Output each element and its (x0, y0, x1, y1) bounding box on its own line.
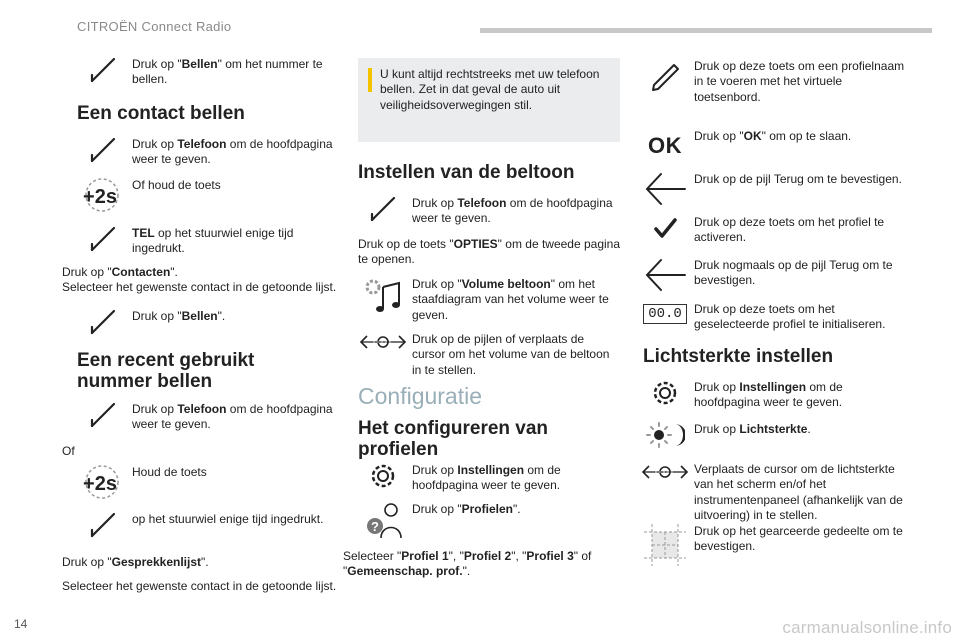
heading-beltoon: Instellen van de beltoon (358, 162, 575, 183)
back-arrow-icon (643, 256, 687, 294)
pencil-icon (88, 400, 118, 430)
paragraph-selecteer-profiel: Selecteer "Profiel 1", "Profiel 2", "Profiel 3" of "Gemeenschap. prof.". (343, 549, 592, 579)
hold-2s-icon (76, 463, 124, 501)
step-terug-2: Druk nogmaals op de pijl Terug om te bevestigen. (640, 256, 910, 300)
hatched-area-icon (642, 522, 688, 568)
gear-icon (368, 461, 398, 491)
step-houd-toets-1: +2s Of houd de toets (72, 176, 340, 220)
step-pijlen-cursor: Druk op de pijlen of verplaats de cursor om het volume van de beltoon in te stellen. (358, 330, 620, 378)
step-initialiseren: 00.0 Druk op deze toets om het geselecteerde profiel te initialiseren. (640, 300, 910, 344)
step-terug-1: Druk op de pijl Terug om te bevestigen. (640, 170, 910, 214)
step-bellen-2: Druk op "Bellen". (78, 307, 340, 351)
pencil-icon (88, 307, 118, 337)
heading-profielen: Het configureren van profielen (358, 418, 549, 461)
header-bar (480, 28, 932, 33)
heading-lichtsterkte: Lichtsterkte instellen (643, 346, 834, 367)
step-telefoon-3: Druk op Telefoon om de hoofdpagina weer te geven. (358, 194, 620, 238)
step-telefoon-1: Druk op Telefoon om de hoofdpagina weer te geven. (78, 135, 340, 179)
slider-arrows-icon (359, 330, 407, 354)
ok-glyph: OK (648, 133, 682, 158)
step-cursor-lichtsterkte: Verplaats de cursor om de lichtsterkte van het scherm en/of het instrumentenpaneel (afhankelijk van de uitvoering) in te stellen. (640, 460, 910, 523)
header-title: CITROËN Connect Radio (77, 19, 232, 34)
step-bellen: Druk op "Bellen" om het nummer te bellen. (78, 55, 340, 99)
step-tel: TEL op het stuurwiel enige tijd ingedrukt. (78, 224, 340, 268)
heading-recent-nummer: Een recent gebruikt nummer bellen (77, 350, 255, 393)
step-telefoon-2: Druk op Telefoon om de hoofdpagina weer te geven. (78, 400, 340, 444)
step-stuurwiel: op het stuurwiel enige tijd ingedrukt. (78, 510, 340, 554)
pencil-icon (88, 55, 118, 85)
svg-text:+2s: +2s (83, 186, 117, 208)
step-lichtsterkte: Druk op Lichtsterkte. (640, 420, 910, 464)
step-instellingen-1: Druk op Instellingen om de hoofdpagina weer te geven. (358, 461, 620, 505)
pencil-icon (648, 57, 682, 91)
info-box (358, 58, 620, 142)
gear-icon (650, 378, 680, 408)
slider-arrows-icon (641, 460, 689, 484)
pencil-icon (368, 194, 398, 224)
heading-configuratie: Configuratie (358, 383, 483, 409)
profile-question-icon (361, 500, 405, 542)
page-number: 14 (14, 617, 28, 631)
paragraph-gesprekkenlijst: Druk op "Gesprekkenlijst". (62, 555, 209, 569)
reset-glyph: 00.0 (643, 304, 687, 324)
heading-contact-bellen: Een contact bellen (77, 103, 245, 124)
step-houd-toets-2: +2s Houd de toets (72, 463, 340, 507)
volume-note-icon (361, 275, 405, 315)
step-instellingen-2: Druk op Instellingen om de hoofdpagina weer te geven. (640, 378, 910, 422)
svg-text:+2s: +2s (83, 473, 117, 495)
info-text: U kunt altijd rechtstreeks met uw telefoon bellen. Zet in dat geval de auto uit veiligheidsoverwegingen stil. (380, 67, 600, 112)
step-ok: OK Druk op "OK" om op te slaan. (648, 129, 852, 158)
pencil-icon (88, 224, 118, 254)
pencil-icon (88, 135, 118, 165)
hold-2s-icon (76, 176, 124, 214)
paragraph-opties: Druk op de toets "OPTIES" om de tweede pagina te openen. (358, 237, 621, 267)
step-profielen: ? Druk op "Profielen". (358, 500, 620, 544)
info-accent-bar (368, 68, 372, 92)
svg-text:?: ? (371, 519, 379, 534)
paragraph-contacten: Druk op "Contacten". Selecteer het gewenste contact in de getoonde lijst. (62, 265, 337, 295)
back-arrow-icon (643, 170, 687, 208)
checkmark-icon (650, 213, 680, 243)
step-profielnaam: Druk op deze toets om een profielnaam in te voeren met het virtuele toetsenbord. (640, 57, 910, 105)
footer-watermark: carmanualsonline.info (782, 618, 952, 637)
step-activeren: Druk op deze toets om het profiel te activeren. (640, 213, 910, 257)
paragraph-selecteer-contact: Selecteer het gewenste contact in de getoonde lijst. (62, 579, 337, 593)
step-volume-beltoon: Druk op "Volume beltoon" om het staafdiagram van het volume weer te geven. (358, 275, 620, 323)
brightness-icon (645, 420, 685, 450)
paragraph-of: Of (62, 444, 75, 458)
step-gearceerd: Druk op het gearceerde gedeelte om te bevestigen. (640, 522, 910, 566)
pencil-icon (88, 510, 118, 540)
